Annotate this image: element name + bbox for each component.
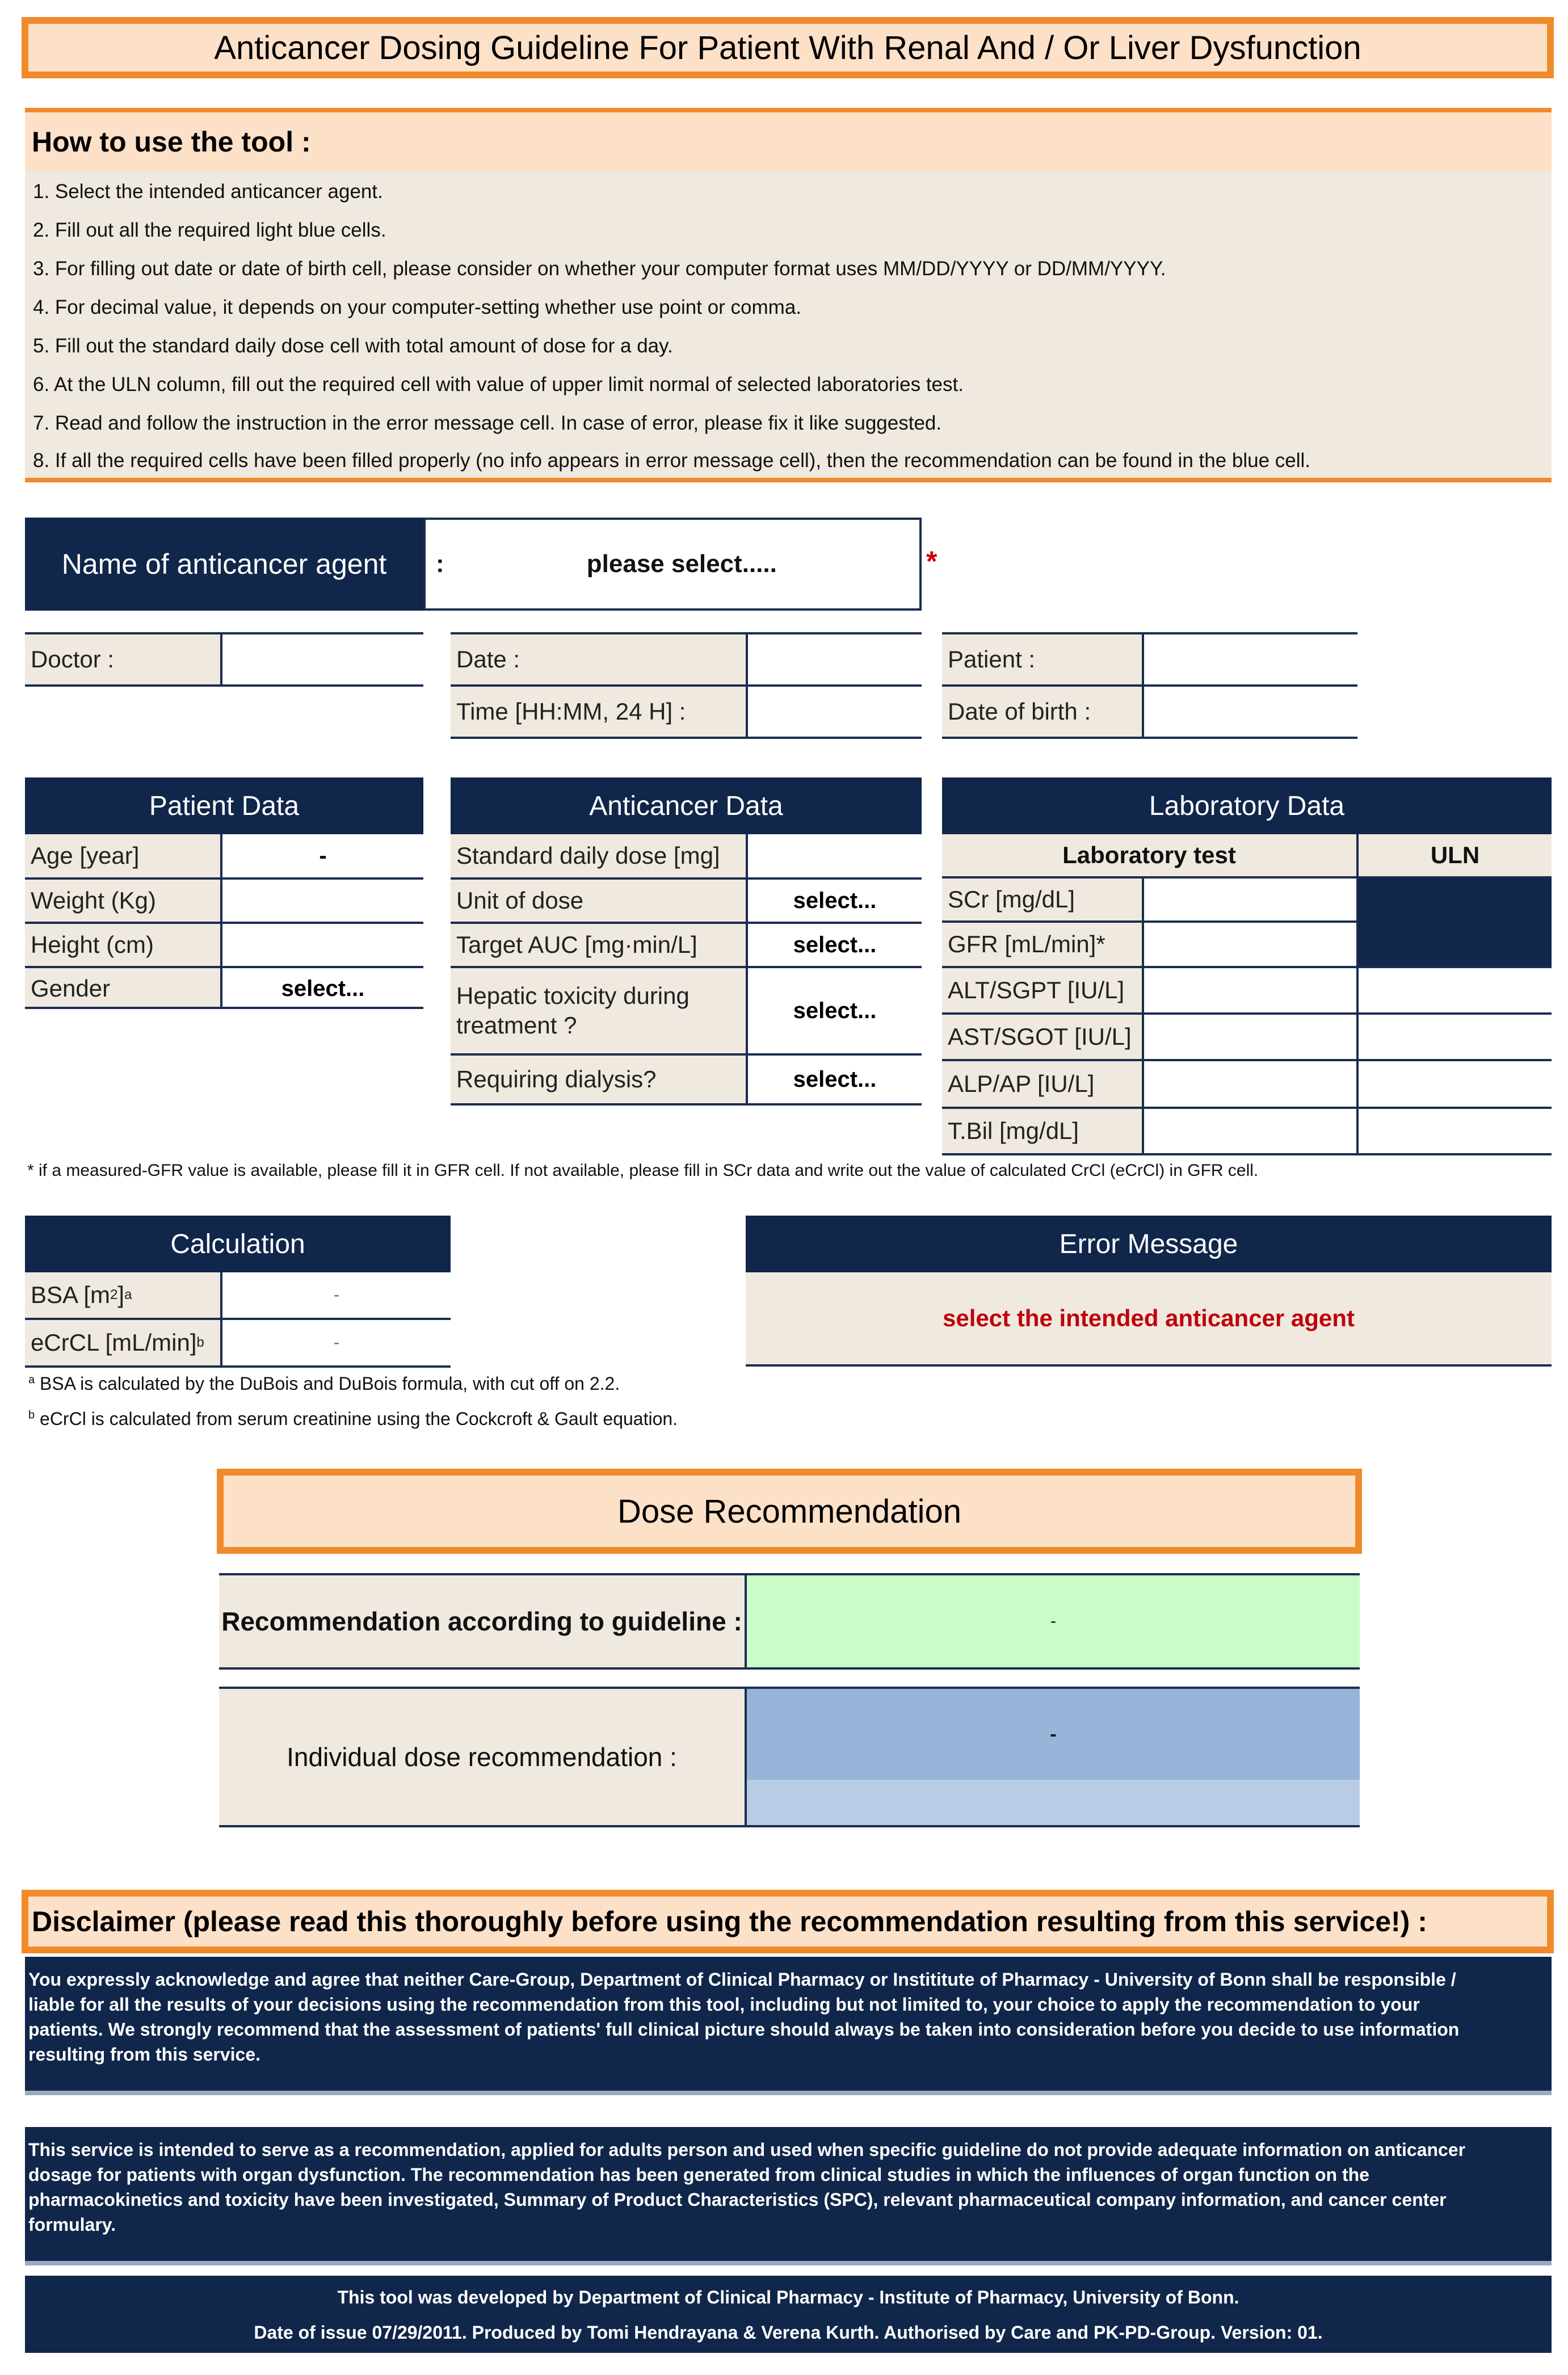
disclaimer-rule: [25, 2091, 1552, 2095]
disclaimer-line: patients. We strongly recommend that the assessment of patients' full clinical picture should always be taken into consideration before you decide to use information: [28, 2019, 1460, 2040]
height-label: Height (cm): [31, 931, 154, 958]
gfr-label: GFR [mL/min]*: [948, 931, 1105, 957]
lab-data-header: Laboratory Data: [942, 777, 1552, 834]
howto-step: 6. At the ULN column, fill out the required cell with value of upper limit normal of selected laboratories test.: [33, 373, 964, 396]
anticancer-data-table: [451, 834, 922, 1105]
lab-col-test: Laboratory test: [1062, 842, 1236, 868]
howto-heading: How to use the tool :: [32, 126, 311, 158]
footer-line-1: This tool was developed by Department of Clinical Pharmacy - Institute of Pharmacy, University of Bonn.: [337, 2287, 1239, 2307]
bsa-value: -: [334, 1285, 339, 1304]
scr-label: SCr [mg/dL]: [948, 886, 1075, 913]
lab-data-table: [942, 834, 1552, 1155]
dob-label: Date of birth :: [942, 687, 1142, 737]
age-label: Age [year]: [31, 842, 140, 869]
disclaimer-heading: Disclaimer (please read this thoroughly before using the recommendation resulting from this service!) :: [32, 1906, 1427, 1937]
dose-rec-title: Dose Recommendation: [617, 1493, 962, 1530]
gfr-input[interactable]: [1144, 923, 1356, 966]
rule: [219, 1667, 1360, 1670]
anticancer-data-header: Anticancer Data: [451, 777, 922, 834]
disclaimer-line: liable for all the results of your decisions using the recommendation from this tool, including but not limited to, your choice to apply the recommendation to your: [28, 1994, 1420, 2015]
dialysis-select[interactable]: select...: [793, 1066, 877, 1092]
footer: [25, 2276, 1552, 2353]
height-input[interactable]: [222, 924, 423, 966]
agent-select[interactable]: [423, 518, 922, 611]
howto-step: 5. Fill out the standard daily dose cell with total amount of dose for a day.: [33, 335, 673, 357]
alt-input[interactable]: [1144, 968, 1356, 1012]
ecrcl-label: eCrCL [mL/min] b: [31, 1329, 204, 1356]
ecrcl-footnote: $^b$ eCrCl is calculated from serum creatinine using the Cockcroft & Gault equation.: [28, 1409, 678, 1429]
patient-data-header: Patient Data: [25, 777, 423, 834]
alt-uln-input[interactable]: [1359, 968, 1552, 1012]
calculation-table: [25, 1272, 451, 1369]
alp-label: ALP/AP [IU/L]: [948, 1070, 1095, 1097]
age-value: -: [319, 843, 327, 868]
target-auc-label: Target AUC [mg·min/L]: [456, 931, 697, 958]
target-auc-select[interactable]: select...: [793, 932, 877, 957]
agent-label: Name of anticancer agent: [25, 518, 423, 611]
rule: [942, 737, 1357, 739]
disclaimer-line: This service is intended to serve as a recommendation, applied for adults person and used when specific guideline do not provide adequate information on anticancer: [28, 2139, 1466, 2160]
bsa-label: BSA [m 2 ] a: [31, 1281, 132, 1308]
error-box: [746, 1272, 1552, 1364]
agent-colon: :: [436, 550, 444, 578]
page-title: Anticancer Dosing Guideline For Patient With Renal And / Or Liver Dysfunction: [214, 29, 1361, 66]
calculation-header: Calculation: [25, 1216, 451, 1272]
bsa-footnote: $^a$ BSA is calculated by the DuBois and DuBois formula, with cut off on 2.2.: [28, 1373, 620, 1394]
rule: [219, 1825, 1360, 1827]
individual-label: Individual dose recommendation :: [219, 1689, 745, 1825]
tbil-input[interactable]: [1144, 1109, 1356, 1153]
howto-step: 1. Select the intended anticancer agent.: [33, 180, 383, 203]
disclaimer-line: pharmacokinetics and toxicity have been investigated, Summary of Product Characteristics (SPC), relevant pharmaceutical company information, and cancer center: [28, 2189, 1447, 2210]
required-mark: *: [926, 545, 938, 577]
ecrcl-value: -: [334, 1333, 339, 1352]
disclaimer-rule: [25, 2261, 1552, 2265]
error-message: select the intended anticancer agent: [943, 1305, 1355, 1331]
ast-input[interactable]: [1144, 1015, 1356, 1059]
guideline-label: Recommendation according to guideline :: [219, 1575, 745, 1667]
standard-dose-label: Standard daily dose [mg]: [456, 842, 720, 869]
howto-step: 7. Read and follow the instruction in the error message cell. In case of error, please fix it like suggested.: [33, 412, 942, 434]
uln-disabled-cell: [1359, 878, 1552, 966]
scr-input[interactable]: [1144, 878, 1356, 920]
standard-dose-input[interactable]: [748, 834, 922, 877]
unit-of-dose-label: Unit of dose: [456, 887, 584, 914]
howto-bottom-rule: [25, 478, 1552, 482]
dose-rec-title-box: [224, 1476, 1355, 1547]
patient-label: Patient :: [942, 634, 1142, 684]
patient-data-table: [25, 834, 423, 1009]
time-input[interactable]: [748, 687, 922, 737]
date-input[interactable]: [748, 634, 922, 684]
alp-uln-input[interactable]: [1359, 1061, 1552, 1107]
tbil-uln-input[interactable]: [1359, 1109, 1552, 1153]
gender-label: Gender: [31, 975, 111, 1002]
disclaimer-line: formulary.: [28, 2214, 116, 2235]
error-header: Error Message: [746, 1216, 1552, 1272]
dob-input[interactable]: [1144, 687, 1357, 737]
howto-top-rule: [25, 108, 1552, 112]
howto-step: 8. If all the required cells have been filled properly (no info appears in error message cell), then the recommendation can be found in the blue cell.: [33, 449, 1311, 472]
rule: [451, 737, 922, 739]
disclaimer-block-1: [25, 1957, 1552, 2091]
howto-step: 4. For decimal value, it depends on your computer-setting whether use point or comma.: [33, 296, 802, 318]
ast-uln-input[interactable]: [1359, 1015, 1552, 1059]
howto-step: 3. For filling out date or date of birth cell, please consider on whether your computer format uses MM/DD/YYYY or DD/MM/YYYY.: [33, 258, 1166, 280]
title-box: [28, 24, 1547, 72]
rule: [25, 684, 423, 687]
disclaimer-line: You expressly acknowledge and agree that neither Care-Group, Department of Clinical Pharmacy or Instititute of Pharmacy - University of Bonn shall be responsible /: [28, 1969, 1456, 1990]
gfr-footnote: * if a measured-GFR value is available, please fill it in GFR cell. If not available, please fill in SCr data and write out the value of calculated CrCl (eCrCl) in GFR cell.: [27, 1161, 1259, 1180]
doctor-input[interactable]: [222, 634, 423, 684]
howto-step: 2. Fill out all the required light blue cells.: [33, 219, 386, 241]
howto-body: [25, 171, 1552, 478]
agent-select-value: please select.....: [586, 550, 777, 578]
tbil-label: T.Bil [mg/dL]: [948, 1117, 1079, 1144]
ast-label: AST/SGOT [IU/L]: [948, 1023, 1132, 1050]
alt-label: ALT/SGPT [IU/L]: [948, 977, 1125, 1003]
dialysis-label: Requiring dialysis?: [456, 1066, 657, 1092]
hepatic-toxicity-select[interactable]: select...: [793, 998, 877, 1023]
alp-input[interactable]: [1144, 1061, 1356, 1107]
hepatic-toxicity-label: Hepatic toxicity during treatment ?: [456, 982, 690, 1039]
disclaimer-header: [28, 1897, 1547, 1947]
disclaimer-line: dosage for patients with organ dysfunction. The recommendation has been generated from clinical studies in which the influences of organ function on the: [28, 2164, 1369, 2185]
time-label: Time [HH:MM, 24 H] :: [451, 687, 746, 737]
disclaimer-line: resulting from this service.: [28, 2044, 261, 2065]
patient-input[interactable]: [1144, 634, 1357, 684]
unit-of-dose-select[interactable]: select...: [793, 888, 877, 913]
footer-line-2: Date of issue 07/29/2011. Produced by Tomi Hendrayana & Verena Kurth. Authorised by Care and PK-PD-Group. Version: 01.: [254, 2322, 1323, 2343]
gender-select[interactable]: select...: [281, 976, 365, 1001]
individual-value: -: [747, 1689, 1360, 1780]
individual-value-extra: [747, 1780, 1360, 1825]
rule: [746, 1364, 1552, 1367]
weight-label: Weight (Kg): [31, 887, 156, 914]
howto-header: [25, 112, 1552, 171]
date-label: Date :: [451, 634, 746, 684]
doctor-label: Doctor :: [25, 634, 220, 684]
disclaimer-block-2: [25, 2127, 1552, 2261]
weight-input[interactable]: [222, 880, 423, 922]
lab-col-uln: ULN: [1430, 842, 1480, 868]
guideline-value: -: [747, 1575, 1360, 1667]
